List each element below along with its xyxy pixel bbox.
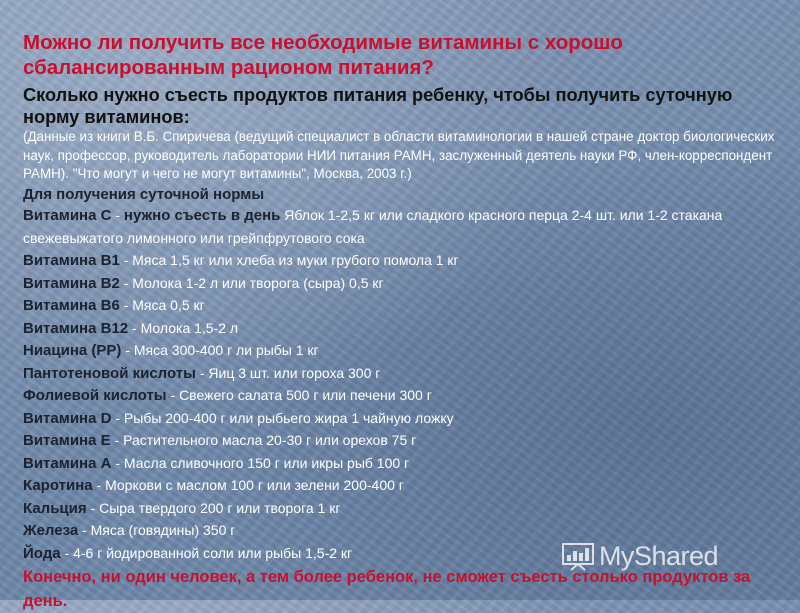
food-amount: Мяса 0,5 кг: [132, 297, 205, 313]
vitamin-row: [23, 430, 783, 453]
vitamin-daily-note: нужно съесть в день: [123, 207, 281, 224]
watermark-text: MyShared: [598, 540, 718, 571]
vitamin-name: Витамина В6: [23, 297, 120, 314]
watermark: [561, 539, 718, 573]
separator: -: [166, 387, 180, 403]
slide-subtitle: Сколько нужно съесть продуктов питания ребенку, чтобы получить суточную норму витаминов:: [23, 85, 733, 127]
food-amount: Яблок 1-2,5 кг или сладкого красного перца 2-4 шт. или 1-2 стакана свежевыжатого лимонного или грейпфрутового сока: [23, 207, 723, 246]
vitamin-row: [23, 453, 783, 476]
source-citation: (Данные из книги В.Б. Спиричева (ведущий специалист в области витаминологии в нашей стране доктор биологических наук, профессор, руководитель лаборатории НИИ питания РАМН, заслуженный деятель науки РФ, член-корреспондент РАМН). "Что могут и чего не могут витамины", Москва, 2003 г.): [23, 129, 775, 181]
food-amount: Яиц 3 шт. или гороха 300 г: [208, 364, 381, 381]
vitamin-name: Витамина Е: [23, 432, 111, 449]
section-intro: Для получения суточной нормы: [23, 185, 265, 203]
separator: -: [110, 432, 124, 448]
separator: -: [92, 477, 106, 493]
vitamin-name: Витамина В12: [23, 319, 129, 337]
presentation-board-icon: [561, 541, 595, 571]
food-amount: Мяса 300-400 г ли рыбы 1 кг: [133, 342, 319, 358]
vitamin-row: [23, 475, 783, 498]
food-amount: Свежего салата 500 г или печени 300 г: [179, 387, 432, 403]
vitamin-row: [23, 250, 783, 273]
vitamin-name: Витамина С: [23, 207, 112, 224]
food-amount: Рыбы 200-400 г или рыбьего жира 1 чайную ложку: [123, 409, 454, 426]
vitamin-name: Витамина В2: [23, 274, 120, 292]
separator: -: [119, 297, 133, 313]
slide-title: Можно ли получить все необходимые витамины с хорошо сбалансированным рационом питания?: [23, 31, 623, 79]
separator: -: [78, 522, 91, 538]
vitamin-row: [23, 273, 783, 296]
separator: -: [195, 364, 209, 381]
vitamin-name: Витамина D: [23, 409, 112, 427]
vitamin-name: Фолиевой кислоты: [23, 387, 167, 404]
vitamin-row: [23, 295, 783, 318]
vitamin-name: Йода: [23, 544, 61, 562]
food-amount: Мяса 1,5 кг или хлеба из муки грубого помола 1 кг: [132, 252, 459, 268]
vitamin-name: Витамина А: [23, 454, 112, 472]
separator: -: [119, 252, 133, 268]
separator: -: [121, 342, 134, 358]
vitamin-name: Ниацина (РР): [23, 342, 122, 359]
separator: -: [111, 454, 124, 471]
food-amount: Мяса (говядины) 350 г: [90, 522, 236, 538]
food-amount: Молока 1-2 л или творога (сыра) 0,5 кг: [132, 274, 384, 291]
vitamin-name: Кальция: [23, 499, 87, 517]
separator: -: [128, 319, 141, 336]
separator: -: [60, 544, 74, 561]
vitamin-row: [23, 363, 783, 386]
conclusion-text: Конечно, ни один человек, а тем более ребенок, не сможет съесть столько продуктов за день.: [23, 568, 751, 610]
vitamin-row: [23, 318, 783, 341]
vitamin-name: Витамина В1: [23, 252, 120, 269]
vitamin-row: [23, 205, 783, 250]
food-amount: Молока 1,5-2 л: [140, 319, 239, 336]
food-amount: Моркови с маслом 100 г или зелени 200-400 г: [105, 477, 404, 493]
separator: -: [119, 274, 133, 291]
vitamin-row: [23, 385, 783, 408]
vitamin-row: [23, 340, 783, 363]
vitamin-name: Каротина: [23, 477, 93, 494]
vitamin-row: [23, 408, 783, 431]
food-amount: Масла сливочного 150 г или икры рыб 100 г: [123, 454, 410, 471]
vitamin-row: [23, 498, 783, 521]
vitamin-name: Железа: [23, 522, 79, 539]
food-amount: Сыра твердого 200 г или творога 1 кг: [99, 499, 341, 516]
separator: -: [86, 499, 100, 516]
separator: -: [111, 207, 124, 223]
slide-content: [23, 30, 783, 613]
food-amount: 4-6 г йодированной соли или рыбы 1,5-2 кг: [73, 544, 353, 561]
separator: -: [111, 409, 124, 426]
vitamin-name: Пантотеновой кислоты: [23, 364, 196, 382]
food-amount: Растительного масла 20-30 г или орехов 75 г: [123, 432, 417, 448]
vitamin-list: [23, 205, 783, 565]
